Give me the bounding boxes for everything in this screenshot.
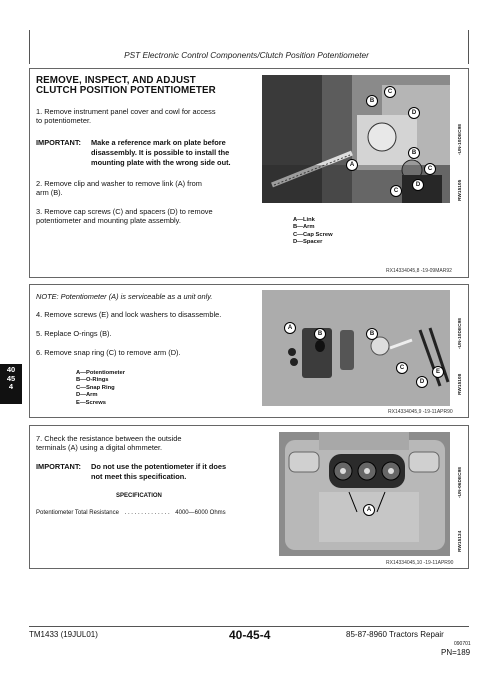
legend-item: B—O-Rings [76,377,109,384]
step1-line2: to potentiometer. [36,116,92,125]
section-tab [0,364,22,404]
important-line2: disassembly. It is possible to install the [91,148,230,157]
section-remove-inspect [29,68,469,278]
photo3-code: RW15134 [458,530,463,552]
step1-line1: 1. Remove instrument panel cover and cowl for access [36,107,216,116]
footer-manual: TM1433 (19JUL01) [29,630,98,639]
spec-dots: . . . . . . . . . . . . . . [124,510,170,516]
callout-c-bottom: C [424,163,436,175]
step4-text: 4. Remove screws (E) and lock washers to disassemble. [36,310,222,319]
important-note [36,462,286,482]
legend-item: D—Spacer [293,239,323,246]
photo1-code: RW15105 [458,179,463,201]
section-title-line1: REMOVE, INSPECT, AND ADJUST [36,75,196,86]
photo3-code2: -UN-06DEC98 [458,467,463,498]
spec-row [36,509,226,519]
step3-line2: potentiometer and mounting plate assembly. [36,216,181,225]
callout-d-top: D [408,107,420,119]
important-label: IMPORTANT: [36,138,82,147]
important-line2: not meet this specification. [91,472,187,481]
callout-b-left: B [314,328,326,340]
callout-b-top: B [366,95,378,107]
footer-rule [29,626,469,627]
note-text: NOTE: Potentiometer (A) is serviceable as a unit only. [36,292,213,301]
callout-c-lower: C [390,185,402,197]
potentiometer-terminals-photo [279,432,450,556]
callout-b-bottom: B [408,147,420,159]
potentiometer-parts-photo [262,290,450,406]
legend-item: A—Potentiometer [76,370,125,376]
step3-line1: 3. Remove cap screws (C) and spacers (D) to remove [36,207,213,216]
tab-line3: 4 [8,382,14,391]
legend-item: B—Arm [293,224,315,231]
spec-heading: SPECIFICATION [116,493,162,499]
legend-item: C—Snap Ring [76,384,115,391]
spec-value: 4000—6000 Ohms [175,510,226,516]
step7-line2: terminals (A) using a digital ohmmeter. [36,443,163,452]
photo2-code2: -UN-10DEC98 [458,318,463,349]
page-number: 40-45-4 [229,628,271,642]
step5-text: 5. Replace O-rings (B). [36,329,112,338]
legend-item: A—Link [293,217,315,223]
callout-c-top: C [384,86,396,98]
reference-code: RX14334045,8 -19-09MAR92 [386,268,452,274]
clutch-linkage-photo [262,75,450,203]
callout-a: A [346,159,358,171]
reference-code: RX14334045,10 -19-11APR90 [386,560,454,566]
section-resistance-check [29,425,469,569]
page-header: PST Electronic Control Components/Clutch Position Potentiometer [124,50,369,60]
callout-a: A [284,322,296,334]
tab-line1: 40 [6,365,16,374]
photo1-code2: -UN-10DEC98 [458,124,463,155]
legend-item: E—Screws [76,399,106,406]
photo2-code: RW15108 [458,373,463,395]
step7-line1: 7. Check the resistance between the outside [36,434,182,443]
section-disassemble [29,284,469,418]
important-line3: mounting plate with the wrong side out. [91,158,231,167]
step6-text: 6. Remove snap ring (C) to remove arm (D). [36,348,181,357]
important-label: IMPORTANT: [36,462,82,471]
footer-title: 85-87-8960 Tractors Repair [346,630,444,639]
reference-code: RX14334045,9 -19-11APR90 [388,409,453,415]
legend-section1 [293,217,333,247]
legend-item: C—Cap Screw [293,231,333,238]
footer-code: 090701 [454,641,471,647]
callout-d-bottom: D [412,179,424,191]
legend-section2 [76,370,125,407]
step2-line1: 2. Remove clip and washer to remove link (A) from [36,179,202,188]
callout-b-right: B [366,328,378,340]
tab-line2: 45 [6,373,16,383]
legend-item: D—Arm [76,392,98,399]
callout-d: D [416,376,428,388]
callout-c: C [396,362,408,374]
spec-label: Potentiometer Total Resistance [36,510,119,516]
important-note [36,138,286,168]
important-line1: Do not use the potentiometer if it does [91,462,227,471]
step2-line2: arm (B). [36,188,63,197]
callout-a: A [363,504,375,516]
important-line1: Make a reference mark on plate before [91,138,226,147]
callout-e: E [432,366,444,378]
footer-pn: PN=189 [441,648,471,657]
section-title-line2: CLUTCH POSITION POTENTIOMETER [36,85,216,96]
